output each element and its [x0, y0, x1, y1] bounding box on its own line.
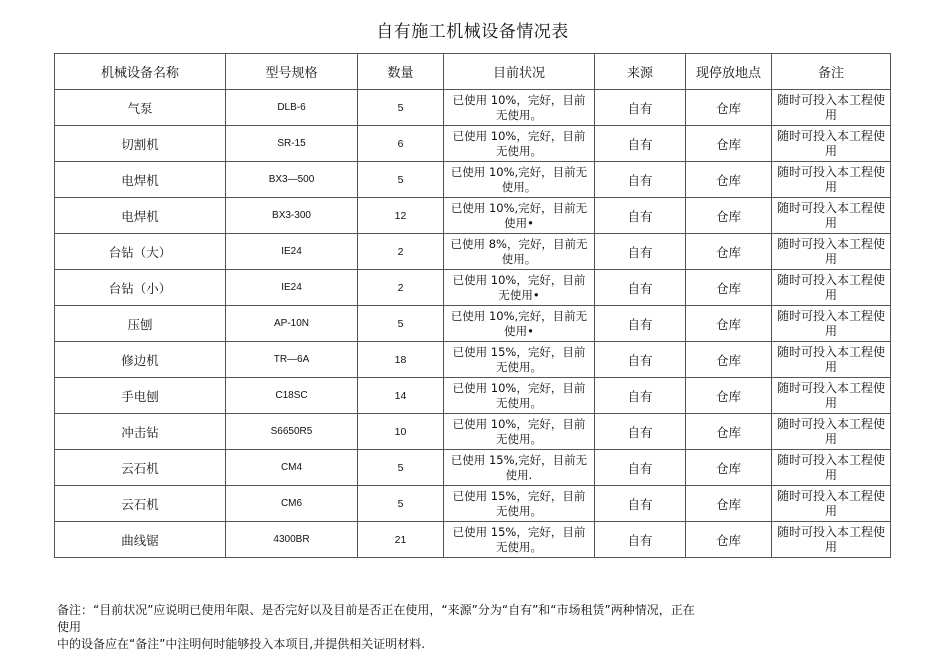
table-body — [55, 90, 891, 558]
cell-equipment-name: 台钻（小） — [55, 270, 226, 306]
cell-source: 自有 — [595, 342, 686, 378]
table-row — [55, 486, 891, 522]
cell-equipment-name: 冲击钻 — [55, 414, 226, 450]
cell-status: 已使用 10%,完好，目前无使用• — [444, 198, 595, 234]
cell-note: 随时可投入本工程使用 — [772, 486, 891, 522]
cell-note: 随时可投入本工程使用 — [772, 162, 891, 198]
cell-location: 仓库 — [686, 378, 772, 414]
table-row — [55, 522, 891, 558]
cell-location: 仓库 — [686, 234, 772, 270]
cell-note: 随时可投入本工程使用 — [772, 522, 891, 558]
cell-status: 已使用 10%，完好，目前无使用• — [444, 270, 595, 306]
cell-equipment-name: 云石机 — [55, 486, 226, 522]
footnote-line: 中的设备应在“备注”中注明何时能够投入本项目,并提供相关证明材料. — [57, 637, 426, 651]
cell-note: 随时可投入本工程使用 — [772, 450, 891, 486]
cell-quantity: 5 — [358, 450, 444, 486]
table-row — [55, 270, 891, 306]
cell-location: 仓库 — [686, 270, 772, 306]
cell-note: 随时可投入本工程使用 — [772, 234, 891, 270]
table-row — [55, 414, 891, 450]
cell-status: 已使用 15%，完好，目前无使用。 — [444, 486, 595, 522]
cell-source: 自有 — [595, 450, 686, 486]
cell-model: AP-10N — [226, 306, 358, 342]
cell-note: 随时可投入本工程使用 — [772, 270, 891, 306]
cell-model: IE24 — [226, 234, 358, 270]
column-header-model: 型号规格 — [226, 54, 358, 90]
cell-status: 已使用 10%，完好，目前无使用。 — [444, 90, 595, 126]
cell-equipment-name: 修边机 — [55, 342, 226, 378]
cell-equipment-name: 曲线锯 — [55, 522, 226, 558]
cell-source: 自有 — [595, 270, 686, 306]
cell-model: 4300BR — [226, 522, 358, 558]
cell-location: 仓库 — [686, 414, 772, 450]
footnote — [57, 602, 887, 653]
table-row — [55, 378, 891, 414]
cell-equipment-name: 压刨 — [55, 306, 226, 342]
cell-model: C18SC — [226, 378, 358, 414]
column-header-quantity: 数量 — [358, 54, 444, 90]
cell-quantity: 2 — [358, 234, 444, 270]
cell-equipment-name: 切割机 — [55, 126, 226, 162]
cell-status: 已使用 10%，完好，目前无使用。 — [444, 126, 595, 162]
cell-equipment-name: 气泵 — [55, 90, 226, 126]
cell-model: CM4 — [226, 450, 358, 486]
cell-quantity: 14 — [358, 378, 444, 414]
cell-equipment-name: 台钻（大） — [55, 234, 226, 270]
cell-quantity: 5 — [358, 486, 444, 522]
cell-quantity: 5 — [358, 306, 444, 342]
table-row — [55, 450, 891, 486]
cell-status: 已使用 10%,完好，目前无使用• — [444, 306, 595, 342]
cell-model: SR-15 — [226, 126, 358, 162]
cell-location: 仓库 — [686, 486, 772, 522]
cell-quantity: 12 — [358, 198, 444, 234]
column-header-name: 机械设备名称 — [55, 54, 226, 90]
cell-source: 自有 — [595, 198, 686, 234]
table-row — [55, 234, 891, 270]
cell-source: 自有 — [595, 486, 686, 522]
cell-model: BX3-300 — [226, 198, 358, 234]
column-header-source: 来源 — [595, 54, 686, 90]
cell-source: 自有 — [595, 522, 686, 558]
cell-source: 自有 — [595, 126, 686, 162]
cell-status: 已使用 15%，完好，目前无使用。 — [444, 342, 595, 378]
cell-equipment-name: 电焊机 — [55, 162, 226, 198]
table-row — [55, 126, 891, 162]
cell-status: 已使用 10%，完好，目前无使用。 — [444, 378, 595, 414]
cell-location: 仓库 — [686, 450, 772, 486]
cell-quantity: 6 — [358, 126, 444, 162]
equipment-table — [54, 53, 891, 558]
cell-status: 已使用 10%，完好，目前无使用。 — [444, 414, 595, 450]
document-title: 自有施工机械设备情况表 — [376, 22, 569, 42]
cell-status: 已使用 15%,完好，目前无使用. — [444, 450, 595, 486]
cell-model: S6650R5 — [226, 414, 358, 450]
cell-equipment-name: 云石机 — [55, 450, 226, 486]
table-row — [55, 306, 891, 342]
cell-status: 已使用 10%,完好，目前无使用。 — [444, 162, 595, 198]
cell-note: 随时可投入本工程使用 — [772, 378, 891, 414]
footnote-line: 备注：“目前状况”应说明已使用年限、是否完好以及目前是否正在使用，“来源”分为“自有”和“市场租赁”两种情况，正在 — [57, 603, 695, 617]
column-header-status: 目前状况 — [444, 54, 595, 90]
cell-location: 仓库 — [686, 90, 772, 126]
column-header-location: 现停放地点 — [686, 54, 772, 90]
cell-quantity: 21 — [358, 522, 444, 558]
table-header-row — [55, 54, 891, 90]
cell-quantity: 2 — [358, 270, 444, 306]
cell-model: IE24 — [226, 270, 358, 306]
cell-location: 仓库 — [686, 162, 772, 198]
cell-source: 自有 — [595, 414, 686, 450]
cell-status: 已使用 8%，完好，目前无使用。 — [444, 234, 595, 270]
table-row — [55, 198, 891, 234]
cell-location: 仓库 — [686, 306, 772, 342]
cell-model: BX3—500 — [226, 162, 358, 198]
cell-model: CM6 — [226, 486, 358, 522]
cell-note: 随时可投入本工程使用 — [772, 90, 891, 126]
cell-model: DLB-6 — [226, 90, 358, 126]
cell-location: 仓库 — [686, 522, 772, 558]
cell-equipment-name: 手电刨 — [55, 378, 226, 414]
cell-status: 已使用 15%，完好，目前无使用。 — [444, 522, 595, 558]
cell-equipment-name: 电焊机 — [55, 198, 226, 234]
cell-quantity: 5 — [358, 162, 444, 198]
cell-location: 仓库 — [686, 126, 772, 162]
cell-source: 自有 — [595, 234, 686, 270]
cell-quantity: 5 — [358, 90, 444, 126]
cell-note: 随时可投入本工程使用 — [772, 414, 891, 450]
table-row — [55, 162, 891, 198]
cell-source: 自有 — [595, 162, 686, 198]
cell-note: 随时可投入本工程使用 — [772, 342, 891, 378]
cell-quantity: 18 — [358, 342, 444, 378]
cell-location: 仓库 — [686, 342, 772, 378]
cell-model: TR—6A — [226, 342, 358, 378]
cell-note: 随时可投入本工程使用 — [772, 198, 891, 234]
cell-source: 自有 — [595, 306, 686, 342]
cell-quantity: 10 — [358, 414, 444, 450]
footnote-line: 使用 — [57, 620, 82, 634]
column-header-note: 备注 — [772, 54, 891, 90]
cell-location: 仓库 — [686, 198, 772, 234]
cell-source: 自有 — [595, 378, 686, 414]
cell-note: 随时可投入本工程使用 — [772, 306, 891, 342]
cell-note: 随时可投入本工程使用 — [772, 126, 891, 162]
table-row — [55, 90, 891, 126]
table-row — [55, 342, 891, 378]
cell-source: 自有 — [595, 90, 686, 126]
